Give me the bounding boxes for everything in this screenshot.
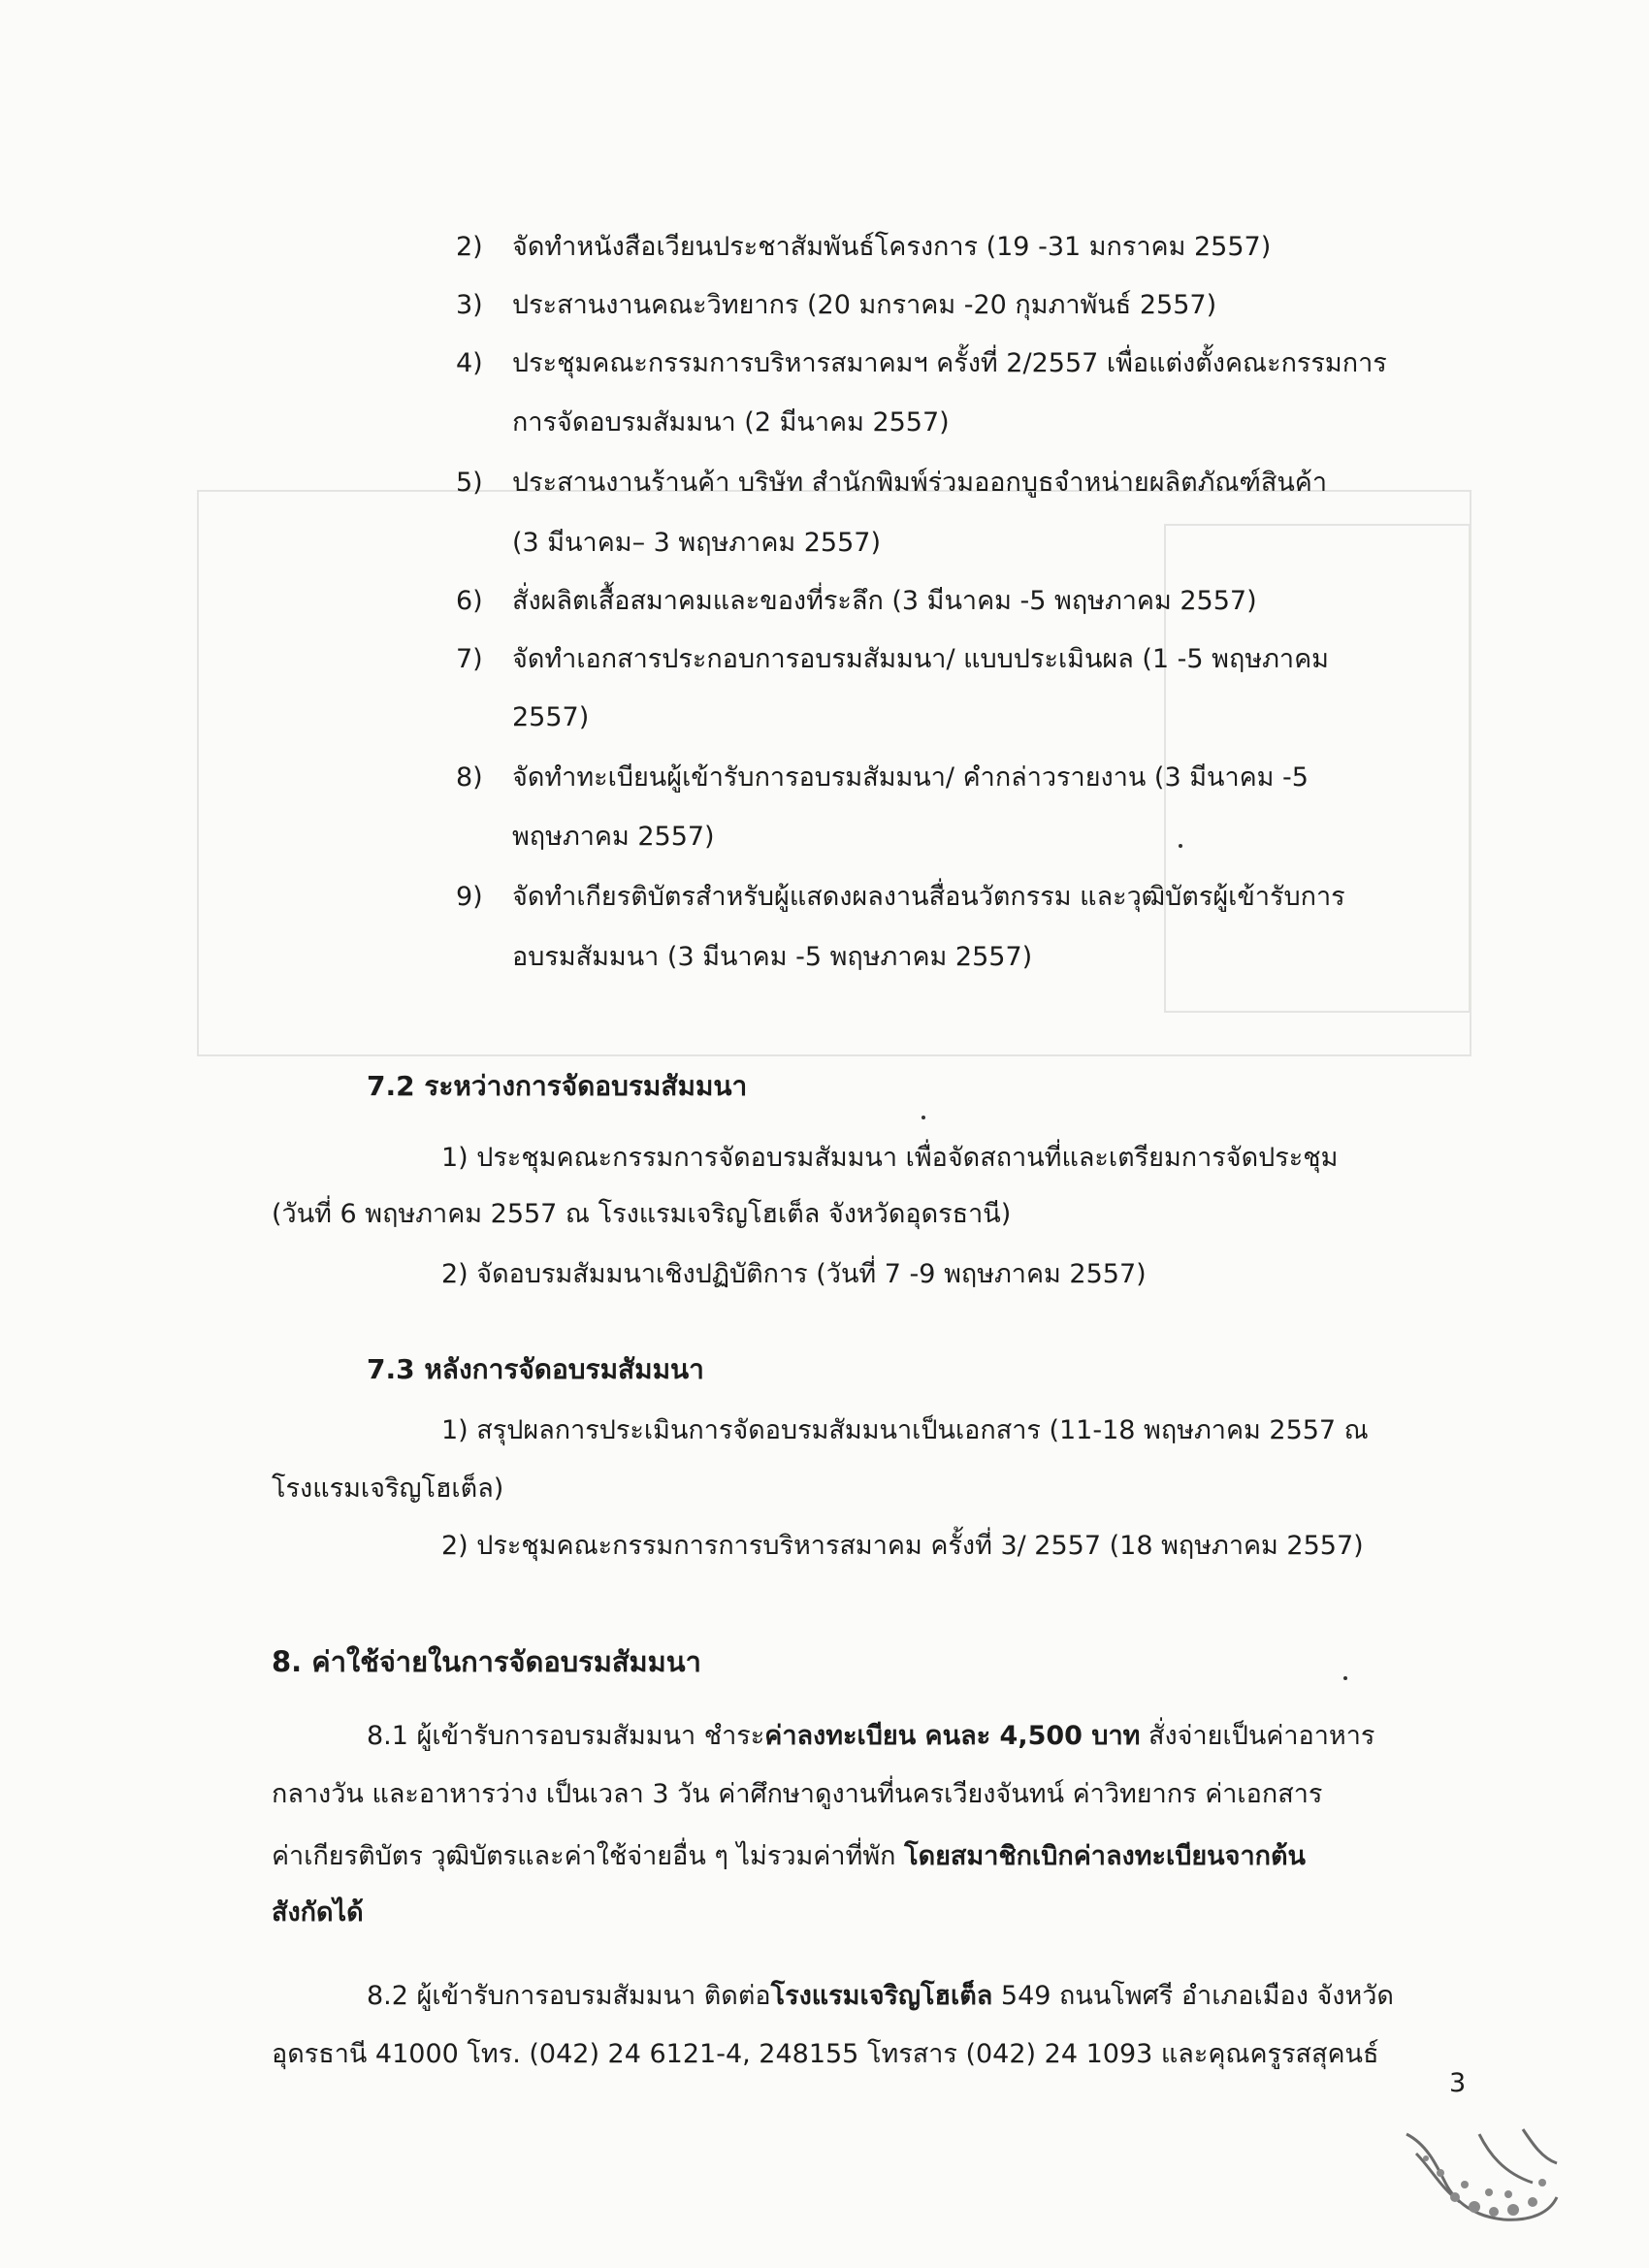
paragraph-line: 8.1 ผู้เข้ารับการอบรมสัมมนา ชำระค่าลงทะเบียน คนละ 4,500 บาท สั่งจ่ายเป็นค่าอาหาร <box>367 1721 1375 1751</box>
scan-speck <box>922 1116 925 1119</box>
paragraph-line: สังกัดได้ <box>272 1897 364 1928</box>
paragraph-line: 2) จัดอบรมสัมมนาเชิงปฏิบัติการ (วันที่ 7 -9 พฤษภาคม 2557) <box>441 1259 1147 1289</box>
paragraph-line: กลางวัน และอาหารว่าง เป็นเวลา 3 วัน ค่าศึกษาดูงานที่นครเวียงจันทน์ ค่าวิทยากร ค่าเอกสาร <box>272 1779 1323 1809</box>
page-number: 3 <box>1449 2068 1467 2098</box>
scan-speck <box>1179 844 1182 848</box>
paragraph-line: (วันที่ 6 พฤษภาคม 2557 ณ โรงแรมเจริญโฮเต็ล จังหวัดอุดรธานี) <box>272 1199 1012 1229</box>
scan-speck <box>1343 1676 1347 1680</box>
paragraph-line: 8.2 ผู้เข้ารับการอบรมสัมมนา ติดต่อโรงแรมเจริญโฮเต็ล 549 ถนนโพศรี อำเภอเมือง จังหวัด <box>367 1981 1394 2011</box>
thai-ornament-icon <box>1397 2115 1560 2231</box>
paragraph-line: โรงแรมเจริญโฮเต็ล) <box>272 1474 504 1504</box>
section-heading: 8. ค่าใช้จ่ายในการจัดอบรมสัมมนา <box>272 1645 701 1678</box>
paragraph-line: 2) ประชุมคณะกรรมการการบริหารสมาคม ครั้งที่ 3/ 2557 (18 พฤษภาคม 2557) <box>441 1531 1364 1561</box>
section-heading: 7.2 ระหว่างการจัดอบรมสัมมนา <box>367 1070 748 1102</box>
paragraph-line: อุดรธานี 41000 โทร. (042) 24 6121-4, 248155 โทรสาร (042) 24 1093 และคุณครูรสสุคนธ์ <box>272 2039 1379 2069</box>
paragraph-line: ค่าเกียรติบัตร วุฒิบัตรและค่าใช้จ่ายอื่น ๆ ไม่รวมค่าที่พัก โดยสมาชิกเบิกค่าลงทะเบียนจากต้น <box>272 1841 1306 1871</box>
section-heading: 7.3 หลังการจัดอบรมสัมมนา <box>367 1353 704 1385</box>
paragraph-line: 1) ประชุมคณะกรรมการจัดอบรมสัมมนา เพื่อจัดสถานที่และเตรียมการจัดประชุม <box>441 1143 1339 1173</box>
paragraph-line: 1) สรุปผลการประเมินการจัดอบรมสัมมนาเป็นเอกสาร (11-18 พฤษภาคม 2557 ณ <box>441 1415 1369 1445</box>
